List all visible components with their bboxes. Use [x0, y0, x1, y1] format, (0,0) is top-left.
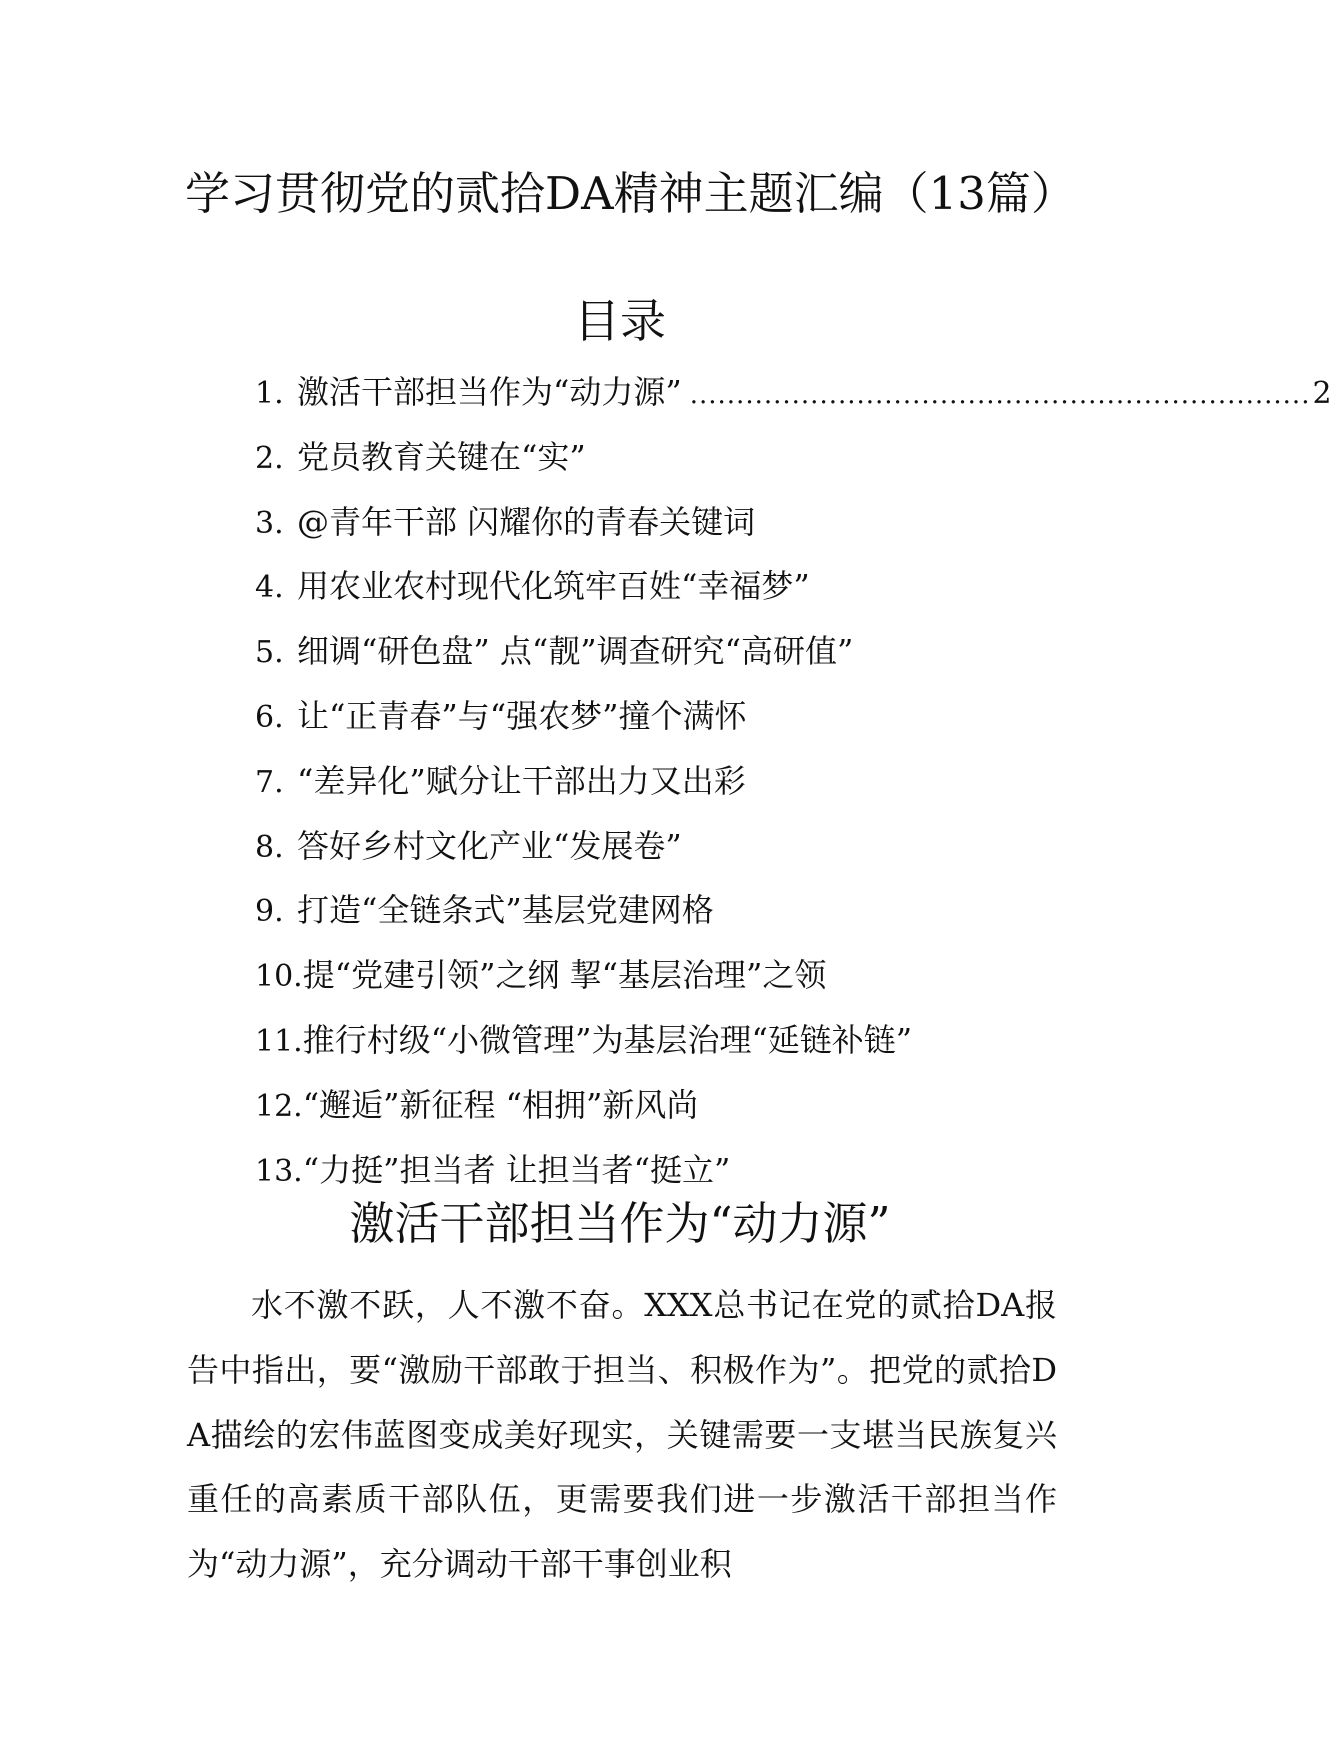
toc-item-title: @青年干部 闪耀你的青春关键词	[297, 502, 756, 541]
toc-item-number: 12.	[255, 1088, 303, 1124]
toc-item[interactable]	[255, 757, 1055, 822]
toc-item-page-number: 2	[1312, 376, 1332, 411]
toc-item-title: 党员教育关键在“实”	[297, 437, 586, 476]
toc-item-number: 9.	[255, 894, 284, 930]
toc-item-title: 用农业农村现代化筑牢百姓“幸福梦”	[297, 567, 810, 606]
toc-item-number: 10.	[255, 959, 303, 995]
section-title: 激活干部担当作为“动力源”	[349, 1197, 891, 1250]
toc-item-number: 2.	[255, 440, 284, 476]
toc-item[interactable]	[255, 368, 1332, 433]
toc-item[interactable]	[255, 1081, 1055, 1146]
toc-item-number: 7.	[255, 764, 284, 800]
toc-item-number: 6.	[255, 699, 284, 735]
toc-item[interactable]	[255, 562, 1055, 627]
toc-item[interactable]	[255, 692, 1055, 757]
toc-item-title: 推行村级“小微管理”为基层治理“延链补链”	[302, 1020, 913, 1059]
toc-item-title: 细调“研色盘” 点“靓”调查研究“高研值”	[297, 632, 854, 671]
toc-heading: 目录	[574, 294, 666, 348]
toc-item-title: 打造“全链条式”基层党建网格	[297, 891, 714, 930]
toc-item[interactable]	[255, 822, 1055, 887]
toc-item[interactable]	[255, 886, 1055, 951]
toc-item[interactable]	[255, 627, 1055, 692]
toc-item-title: “邂逅”新征程 “相拥”新风尚	[302, 1085, 699, 1124]
body-paragraph: 水不激不跃，人不激不奋。XXX总书记在党的贰拾DA报告中指出，要“激励干部敢于担当、积极作为”。把党的贰拾DA描绘的宏伟蓝图变成美好现实，关键需要一支堪当民族复兴重任的高素质干部队伍，更需要我们进一步激活干部担当作为“动力源”，充分调动干部干事创业积	[187, 1286, 1057, 1584]
toc-item-title: “差异化”赋分让干部出力又出彩	[297, 761, 746, 800]
toc-item-number: 8.	[255, 829, 284, 865]
toc-leader-dots: ...................................................................	[689, 380, 1311, 410]
toc-item-number: 5.	[255, 635, 284, 671]
toc-item-number: 4.	[255, 570, 284, 606]
toc-item[interactable]	[255, 951, 1055, 1016]
toc-item-title: “力挺”担当者 让担当者“挺立”	[302, 1150, 731, 1189]
toc-item-title: 答好乡村文化产业“发展卷”	[297, 826, 682, 865]
toc-item-title: 激活干部担当作为“动力源”	[297, 373, 682, 411]
toc-item[interactable]	[255, 1016, 1055, 1081]
table-of-contents	[255, 368, 1332, 1210]
toc-item-title: 让“正青春”与“强农梦”撞个满怀	[297, 696, 747, 735]
toc-item-number: 11.	[255, 1023, 303, 1059]
toc-item-number: 13.	[255, 1153, 303, 1189]
document-title: 学习贯彻党的贰拾DA精神主题汇编（13篇）	[185, 167, 1076, 220]
toc-item-number: 3.	[255, 505, 284, 541]
toc-item-title: 提“党建引领”之纲 挈“基层治理”之领	[302, 956, 827, 995]
toc-item[interactable]	[255, 433, 1055, 498]
toc-item[interactable]	[255, 498, 1055, 563]
toc-item-number: 1.	[255, 376, 284, 411]
